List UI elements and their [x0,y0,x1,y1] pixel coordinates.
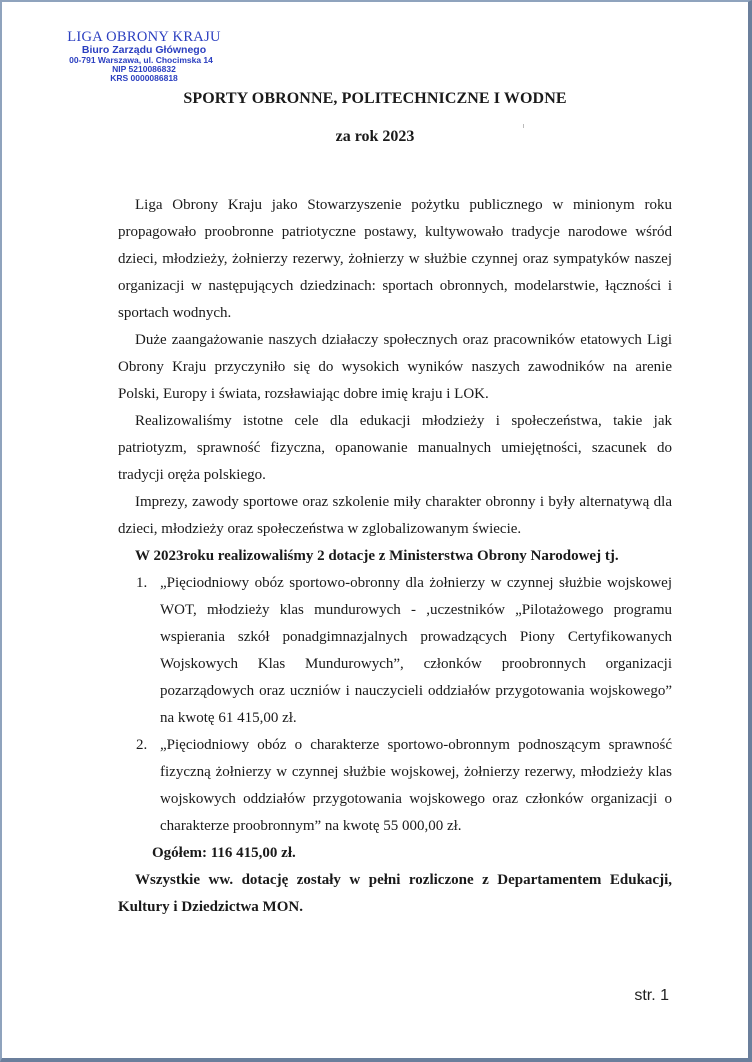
paragraph: Liga Obrony Kraju jako Stowarzyszenie pożytku publicznego w minionym roku propagowało proobronne patriotyczne postawy, kultywowało tradycje narodowe wśród dzieci, młodzieży, żołnierzy rezerwy, żołnierzy w służbie czynnej oraz sympatyków naszej organizacji w następujących dziedzinach: sportach obronnych, modelarstwie, łączności i sportach wodnych. [118,197,672,321]
list-item-text: „Pięciodniowy obóz o charakterze sportowo-obronnym podnoszącym sprawność fizyczną żołnierzy w czynnej służbie wojskowej, żołnierzy rezerwy, młodzieży klas wojskowych oddziałów przygotowania wojskowego oraz członków organizacji o charakterze proobronnym” na kwotę 55 000,00 zł. [160,737,672,834]
document-body [118,192,672,921]
final-note: Wszystkie ww. dotację zostały w pełni rozliczone z Departamentem Edukacji, Kultury i Dziedzictwa MON. [118,872,672,915]
scan-speck [523,124,524,128]
list-item-number: 2. [136,737,148,753]
grants-heading: W 2023roku realizowaliśmy 2 dotacje z Ministerstwa Obrony Narodowej tj. [135,548,619,564]
page-number: str. 1 [634,987,669,1004]
list-item-number: 1. [136,575,148,591]
list-item [118,570,672,732]
total-amount: Ogółem: 116 415,00 zł. [152,845,296,861]
stamp-krs: KRS 0000086818 [110,73,178,84]
stamp-nip: NIP 5210086832 [112,64,176,75]
list-item [118,732,672,840]
paragraph: Realizowaliśmy istotne cele dla edukacji młodzieży i społeczeństwa, takie jak patriotyzm, sprawność fizyczna, opanowanie manualnych umiejętności, szacunek do tradycji oręża polskiego. [118,413,672,483]
paragraph: Imprezy, zawody sportowe oraz szkolenie miły charakter obronny i były alternatywą dla dzieci, młodzieży oraz społeczeństwa w zglobalizowanym świecie. [118,494,672,537]
paragraph: Duże zaangażowanie naszych działaczy społecznych oraz pracowników etatowych Ligi Obrony Kraju przyczyniło się do wysokich wyników naszych zawodników na arenie Polski, Europy i świata, rozsławiając dobre imię kraju i LOK. [118,332,672,402]
stamp-org-name: LIGA OBRONY KRAJU [67,29,221,45]
stamp-board: Biuro Zarządu Głównego [81,44,207,57]
document-subtitle: za rok 2023 [335,128,415,145]
organization-stamp [54,30,234,83]
list-item-text: „Pięciodniowy obóz sportowo-obronny dla żołnierzy w czynnej służbie wojskowej WOT, młodzieży klas mundurowych - ,uczestników „Pilotażowego programu wspierania szkół ponadgimnazjalnych prowadzących Piony Certyfikowanych Wojskowych Klas Mundurowych”, członków proobronnych organizacji pozarządowych oraz uczniów i nauczycieli oddziałów przygotowania wojskowego” na kwotę 61 415,00 zł. [160,575,672,726]
grants-list [118,570,672,840]
stamp-address: 00-791 Warszawa, ul. Chocimska 14 [69,55,213,66]
document-title: SPORTY OBRONNE, POLITECHNICZNE I WODNE [183,90,567,107]
